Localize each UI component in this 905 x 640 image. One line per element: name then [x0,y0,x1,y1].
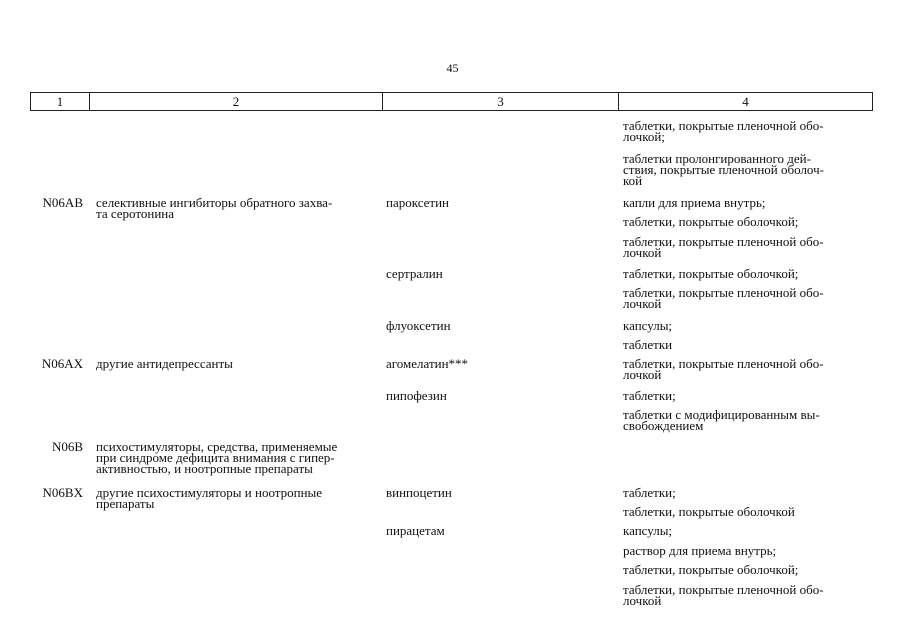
atc-code: N06B [51,439,83,454]
dosage-form: таблетки, покрытые оболочкой; [623,266,799,281]
atc-code: N06AB [42,195,83,210]
dosage-form: таблетки, покрытые оболочкой; [623,562,799,577]
atc-code: N06AX [41,356,83,371]
dosage-form: таблетки, покрытые пленочной обо- лочкой [623,582,824,608]
dosage-form: таблетки с модифицированным вы- свобождением [623,407,820,433]
dosage-form: таблетки; [623,388,676,403]
header-col-3: 3 [383,93,619,110]
dosage-form: таблетки [623,337,673,352]
dosage-form: таблетки, покрытые оболочкой [623,504,795,519]
dosage-form: капли для приема внутрь; [623,195,766,210]
drug-name: сертралин [386,266,443,281]
table-header [30,92,873,111]
group-name: другие психостимуляторы и ноотропные препараты [96,485,323,511]
drug-name: агомелатин*** [386,356,469,371]
dosage-form: таблетки пролонгированного дей- ствия, покрытые пленочной оболоч- кой [623,151,824,188]
drug-name: пароксетин [386,195,450,210]
dosage-form: таблетки, покрытые пленочной обо- лочкой [623,356,824,382]
dosage-form: таблетки, покрытые пленочной обо- лочкой; [623,118,824,144]
dosage-form: таблетки; [623,485,676,500]
atc-code: N06BX [42,485,83,500]
drug-name: флуоксетин [386,318,451,333]
dosage-form: капсулы; [623,318,673,333]
drug-name: пипофезин [386,388,447,403]
header-col-4: 4 [742,94,749,109]
group-name: психостимуляторы, средства, применяемые при синдроме дефицита внимания с гипер- активностью, и ноотропные препараты [96,439,338,476]
dosage-form: капсулы; [623,523,673,538]
header-col-1: 1 [31,93,90,110]
dosage-form: таблетки, покрытые оболочкой; [623,214,799,229]
group-name: селективные ингибиторы обратного захва- та серотонина [96,195,333,221]
dosage-form: таблетки, покрытые пленочной обо- лочкой [623,234,824,260]
group-name: другие антидепрессанты [96,356,233,371]
dosage-form: таблетки, покрытые пленочной обо- лочкой [623,285,824,311]
drug-name: пирацетам [386,523,445,538]
drug-name: винпоцетин [386,485,452,500]
header-col-2: 2 [90,93,383,110]
page-number: 45 [446,61,459,75]
dosage-form: раствор для приема внутрь; [623,543,777,558]
